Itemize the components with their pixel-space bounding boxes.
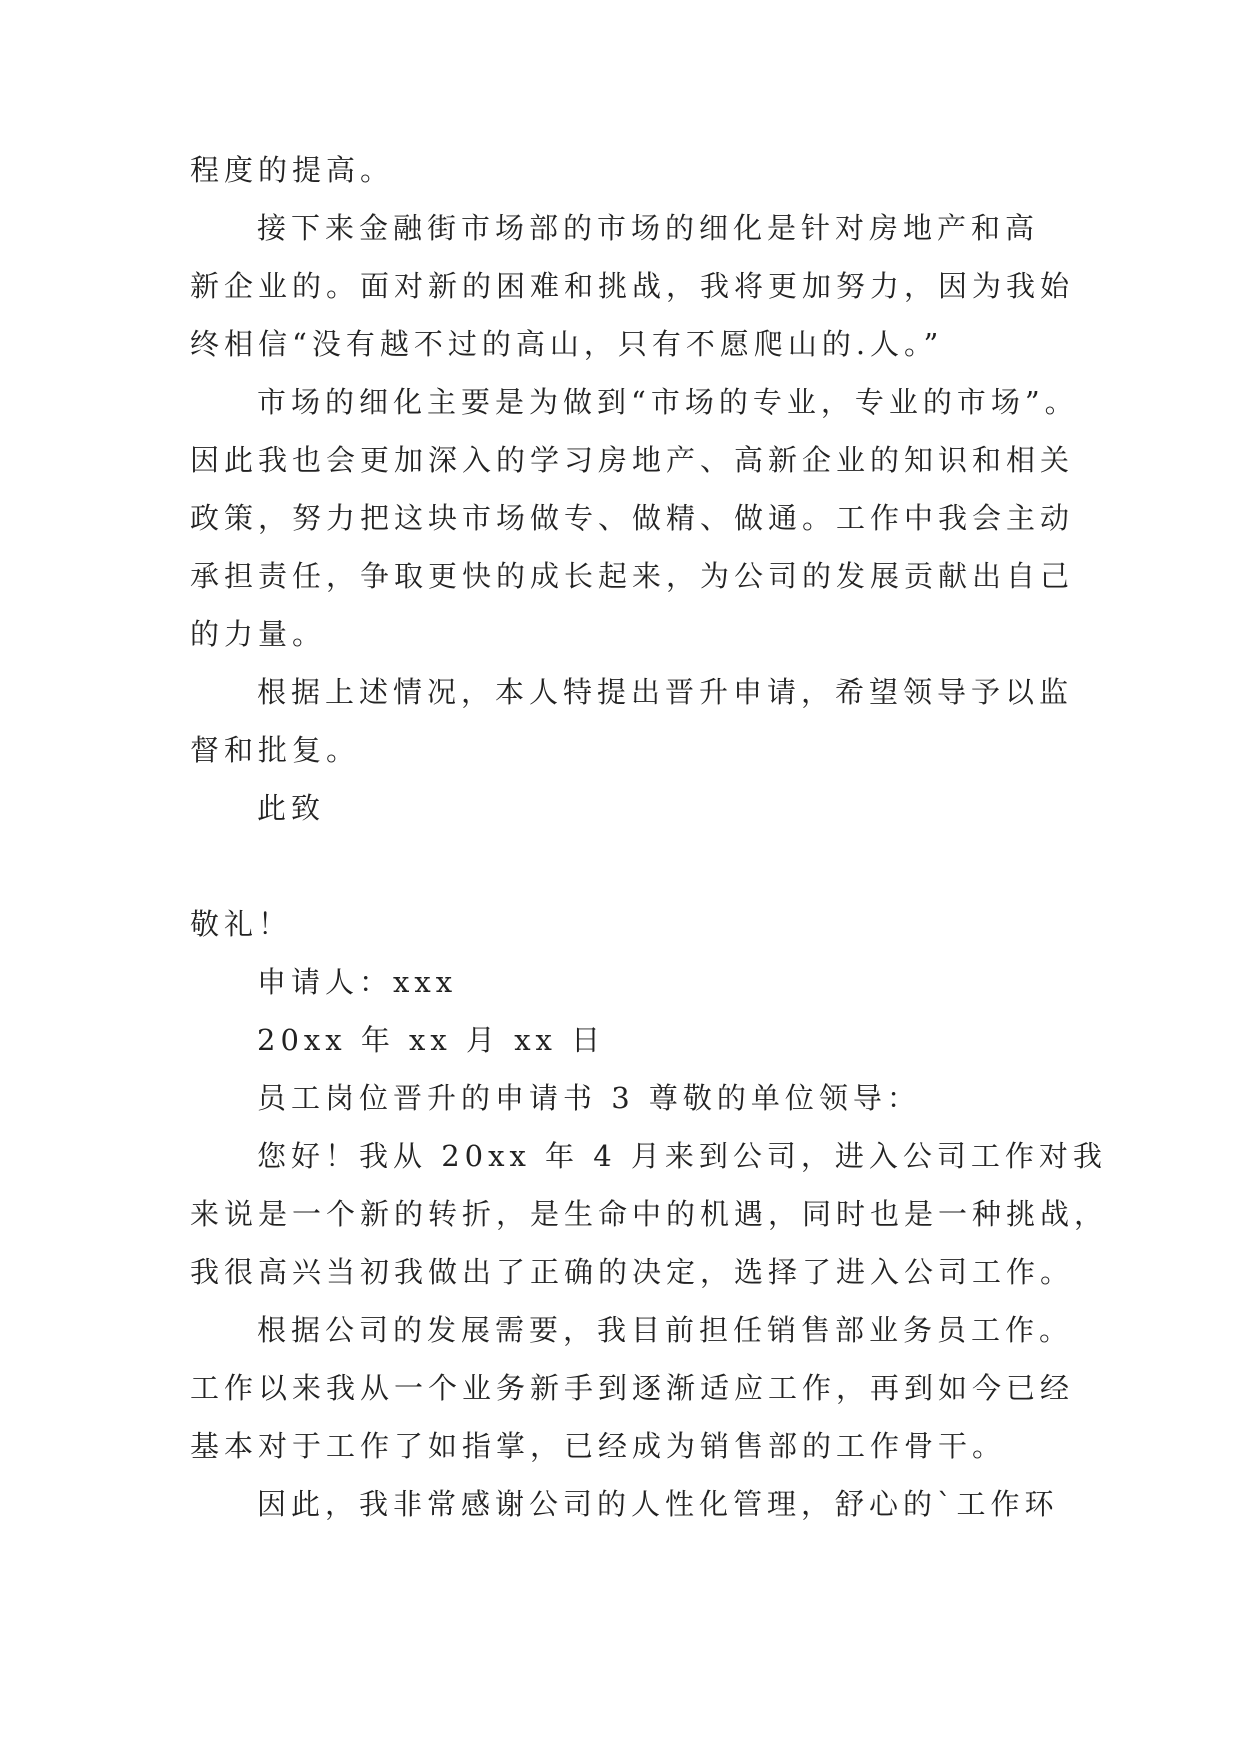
text-line: 因此，我非常感谢公司的人性化管理，舒心的`工作环 <box>257 1487 1059 1521</box>
text-line: 根据公司的发展需要，我目前担任销售部业务员工作。 <box>257 1313 1074 1347</box>
text-line: 基本对于工作了如指掌，已经成为销售部的工作骨干。 <box>190 1429 1007 1463</box>
text-line: 来说是一个新的转折，是生命中的机遇，同时也是一种挑战， <box>190 1197 1109 1231</box>
text-line: 工作以来我从一个业务新手到逐渐适应工作，再到如今已经 <box>190 1371 1075 1405</box>
text-line: 您好！我从 20xx 年 4 月来到公司，进入公司工作对我 <box>257 1139 1107 1173</box>
text-line: 我很高兴当初我做出了正确的决定，选择了进入公司工作。 <box>190 1255 1075 1289</box>
section-heading: 员工岗位晋升的申请书 3 尊敬的单位领导： <box>257 1081 921 1115</box>
text-line: 接下来金融街市场部的市场的细化是针对房地产和高 <box>257 211 1040 245</box>
text-line: 因此我也会更加深入的学习房地产、高新企业的知识和相关 <box>190 443 1075 477</box>
date-line: 20xx 年 xx 月 xx 日 <box>257 1023 606 1057</box>
text-line: 新企业的。面对新的困难和挑战，我将更加努力，因为我始 <box>190 269 1075 303</box>
salutation: 敬礼！ <box>190 907 293 941</box>
text-line: 根据上述情况，本人特提出晋升申请，希望领导予以监 <box>257 675 1074 709</box>
text-line: 承担责任，争取更快的成长起来，为公司的发展贡献出自己 <box>190 559 1075 593</box>
text-line: 程度的提高。 <box>190 153 395 187</box>
applicant-line: 申请人：xxx <box>257 965 458 999</box>
text-line: 的力量。 <box>190 617 327 651</box>
closing-phrase: 此致 <box>257 791 326 825</box>
text-line: 督和批复。 <box>190 733 361 767</box>
text-line: 终相信“没有越不过的高山，只有不愿爬山的.人。” <box>190 327 944 361</box>
text-line: 政策，努力把这块市场做专、做精、做通。工作中我会主动 <box>190 501 1075 535</box>
text-line: 市场的细化主要是为做到“市场的专业，专业的市场”。 <box>257 385 1079 419</box>
